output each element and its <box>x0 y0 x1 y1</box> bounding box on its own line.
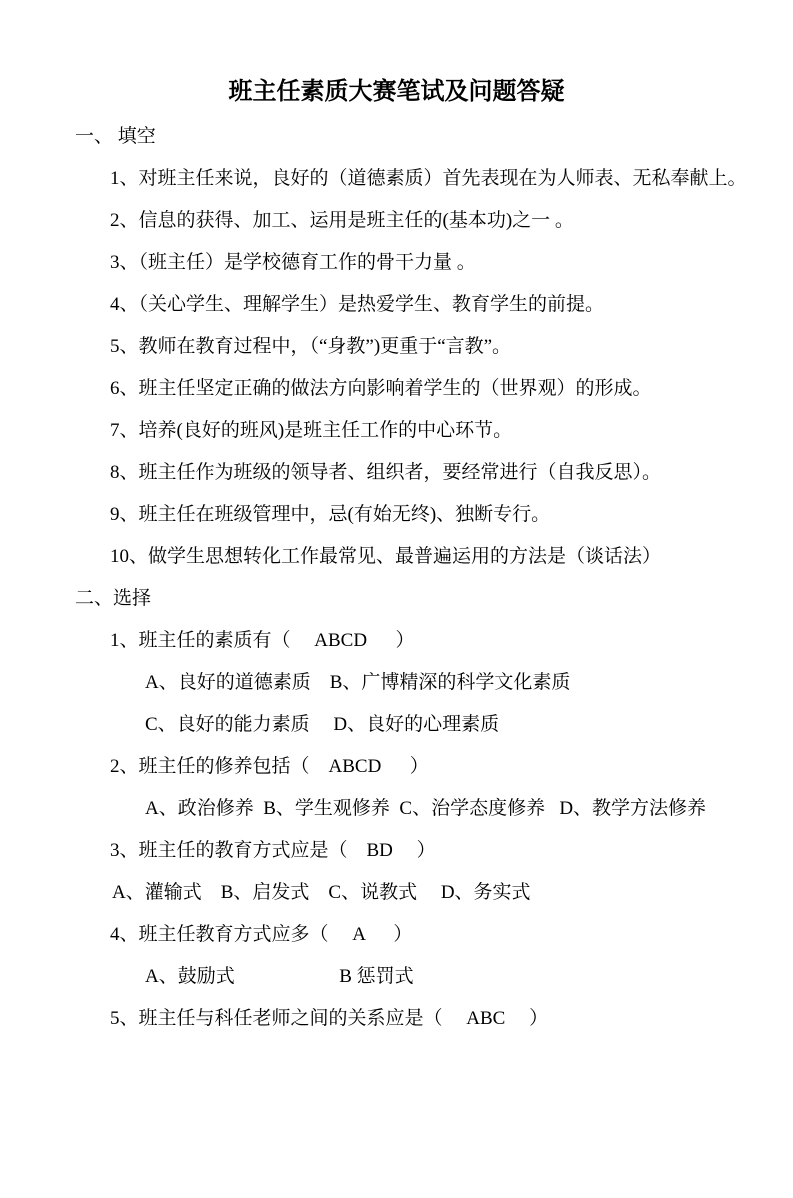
fill-item-4: 4、（关心学生、理解学生）是热爱学生、教育学生的前提。 <box>110 294 605 315</box>
choice-question-2: 2、班主任的修养包括（ ABCD ） <box>110 756 429 777</box>
section-heading-fill: 一、 填空 <box>75 126 156 147</box>
fill-item-1: 1、对班主任来说，良好的（道德素质）首先表现在为人师表、无私奉献上。 <box>110 168 747 189</box>
choice-q1-options-cd: C、良好的能力素质 D、良好的心理素质 <box>145 714 500 735</box>
fill-item-5: 5、教师在教育过程中，（“身教”)更重于“言教”。 <box>110 336 512 357</box>
fill-item-9: 9、班主任在班级管理中，忌(有始无终)、独断专行。 <box>110 504 551 525</box>
choice-question-1: 1、班主任的素质有（ ABCD ） <box>110 630 415 651</box>
document-title: 班主任素质大赛笔试及问题答疑 <box>228 79 565 105</box>
section-heading-choice: 二、选择 <box>75 588 152 609</box>
choice-q4-options: A、鼓励式 B 惩罚式 <box>145 966 414 987</box>
fill-item-6: 6、班主任坚定正确的做法方向影响着学生的（世界观）的形成。 <box>110 378 652 399</box>
fill-item-8: 8、班主任作为班级的领导者、组织者，要经常进行（自我反思）。 <box>110 462 662 483</box>
choice-question-5: 5、班主任与科任老师之间的关系应是（ ABC ） <box>110 1008 549 1029</box>
choice-question-4: 4、班主任教育方式应多（ A ） <box>110 924 413 945</box>
fill-item-3: 3、（班主任）是学校德育工作的骨干力量 。 <box>110 252 476 273</box>
document-page <box>0 76 793 1198</box>
choice-q2-options: A、政治修养 B、学生观修养 C、治学态度修养 D、教学方法修养 <box>145 798 707 819</box>
choice-question-3: 3、班主任的教育方式应是（ BD ） <box>110 840 436 861</box>
fill-item-2: 2、信息的获得、加工、运用是班主任的(基本功)之一 。 <box>110 210 574 231</box>
choice-q3-options: A、灌输式 B、启发式 C、说教式 D、务实式 <box>112 882 531 903</box>
fill-item-10: 10、做学生思想转化工作最常见、最普遍运用的方法是（谈话法） <box>110 546 662 567</box>
fill-item-7: 7、培养(良好的班风)是班主任工作的中心环节。 <box>110 420 513 441</box>
choice-q1-options-ab: A、良好的道德素质 B、广博精深的科学文化素质 <box>145 672 571 693</box>
